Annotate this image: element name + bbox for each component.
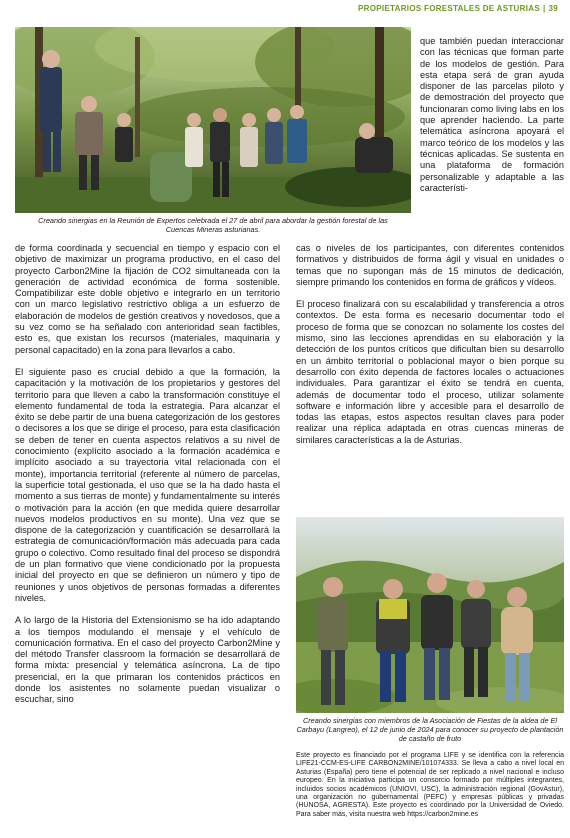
photo-top-caption: Creando sinergias en la Reunión de Expertos celebrada el 27 de abril para abordar la gestión forestal de las Cuencas Mineras asturianas. (38, 216, 388, 234)
paragraph: de forma coordinada y secuencial en tiempo y espacio con el objetivo de maximizar un programa productivo, en el caso del proyecto Carbon2Mine la fijación de CO2 simultaneada con la generación de actividad económica de forma sostenible. Compatibilizar este doble objetivo e integrarlo en un territorio con un marco legislativo restrictivo obliga a un esfuerzo de elaboración de modelos de gestión creativos y novedosos, que a su vez como se ha señalado con anterioridad sean factibles, esto es, que existan los recursos (materiales, maquinaria y personal capacitado) en la zona para llevarlos a cabo. (15, 243, 280, 355)
photo-forest-meeting (15, 27, 411, 213)
right-column (296, 243, 564, 446)
header-separator: | (542, 4, 546, 13)
project-footnote: Este proyecto es financiado por el programa LIFE y se identifica con la referencia LIFE21-CCM-ES-LIFE CARBON2MINE/101074333. Se lleva a cabo a nivel local en Asturias (España) pero tiene el potencial de ser replicado a nivel nacional e incluso europeo. En la iniciativa participa un consorcio formado por múltiples integrantes, incluidos socios académicos (UNIOVI, USC), la administración regional (GovAstur), una organización no gubernamental (PEFC) y empresas públicas y privadas (HUNOSA, AGRESTA). Este proyecto es coordinado por la Universidad de Oviedo. Para saber más, visita nuestra web https://carbon2mine.es (296, 752, 564, 818)
paragraph: A lo largo de la Historia del Extensionismo se ha ido adaptando a los tiempos modulando el mensaje y el vehículo de comunicación formativa. En el caso del proyecto Carbon2Mine y del método Transfer classroom la formación se desarrollará de forma mixta: presencial y telemática asíncrona. La de tipo presencial, en la que primaran los contenidos prácticos en donde los asistentes no solamente puedan visualizar o escuchar, sino (15, 615, 280, 705)
photo-carbayu-group (296, 517, 564, 713)
left-column (15, 243, 280, 706)
photo-bottom-caption: Creando sinergias con miembros de la Asociación de Fiestas de la aldea de El Carbayu (Langreo), el 12 de junio de 2024 para conocer su proyecto de plantación de castaño de fruto (296, 716, 564, 743)
paragraph: que también puedan interaccionar con las técnicas que forman parte de los modelos de gestión. Para esta etapa será de gran ayuda disponer de las parcelas piloto y de demostración del proyecto que funcionaran como living labs en los que aprender haciendo. La parte telemática asíncrona apoyará el marco teórico de los modelos y las técnicas aplicadas. Se sustenta en una plataforma de formación personalizable y adaptable a las característi- (420, 36, 564, 193)
page-number: 39 (548, 4, 558, 13)
paragraph: cas o niveles de los participantes, con diferentes contenidos formativos y distribuidos de forma ágil y visual en unidades o temas que no supongan más de 15 minutos de dedicación, siempre primando los contenidos en forma de gráficos y vídeos. (296, 243, 564, 287)
section-title: PROPIETARIOS FORESTALES DE ASTURIAS (358, 4, 540, 13)
running-header (358, 4, 558, 13)
paragraph: El siguiente paso es crucial debido a que la formación, la capacitación y la motivación de los propietarios y gestores del territorio para que lleven a cabo la transformación constituye el elemento fundamental de toda la estrategia. Para alcanzar el éxito se debe partir de una buena categorización de los gestores o decisores a los que se dirige el proceso, para esta clasificación se deben de tener en cuenta aspectos relativos a su nivel de conocimiento (explícito asociado a la formación académica e implícito asociado a su trayectoria vital relacionada con el monte), importancia territorial (referente al número de parcelas, la superficie total gestionada, el uso que se la ha dado hasta el momento a sus tierras de monte) y fundamentalmente su interés o motivación para la acción (en que medida quiere desarrollar nuevos modelos productivos en su monte). Una vez que se dispone de la categorización y cuantificación se desarrollará la estrategia de comunicación/formación más adecuada para cada grupo o colectivo. Como resultado final del proceso se dispondrá de un plan formativo que viene condicionado por la propuesta inicial del proyecto en que se definieron un número y tipo de reuniones y unos objetivos de personas formadas a diferentes niveles. (15, 366, 280, 603)
paragraph: El proceso finalizará con su escalabilidad y transferencia a otros contextos. De esta forma es necesario documentar todo el proceso de forma que se conozcan no solamente los costes del mismo, sino las lecciones aprendidas en su elaboración y la detección de los puntos críticos que dificultan bien su desarrollo en un ámbito territorial o poblacional mayor o bien porque su desarrollo con éxito dependa de factores locales o actuaciones individuales. Para garantizar el éxito se tendrá en cuenta, además de documentar todo el proceso, utilizar solamente software e información libre y accesible para el desarrollo de todas las etapas, estos aspectos resultan claves para poder realizar una réplica adaptada en otras cuencas mineras de similares características a la de Asturias. (296, 299, 564, 445)
right-top-text (420, 36, 564, 194)
